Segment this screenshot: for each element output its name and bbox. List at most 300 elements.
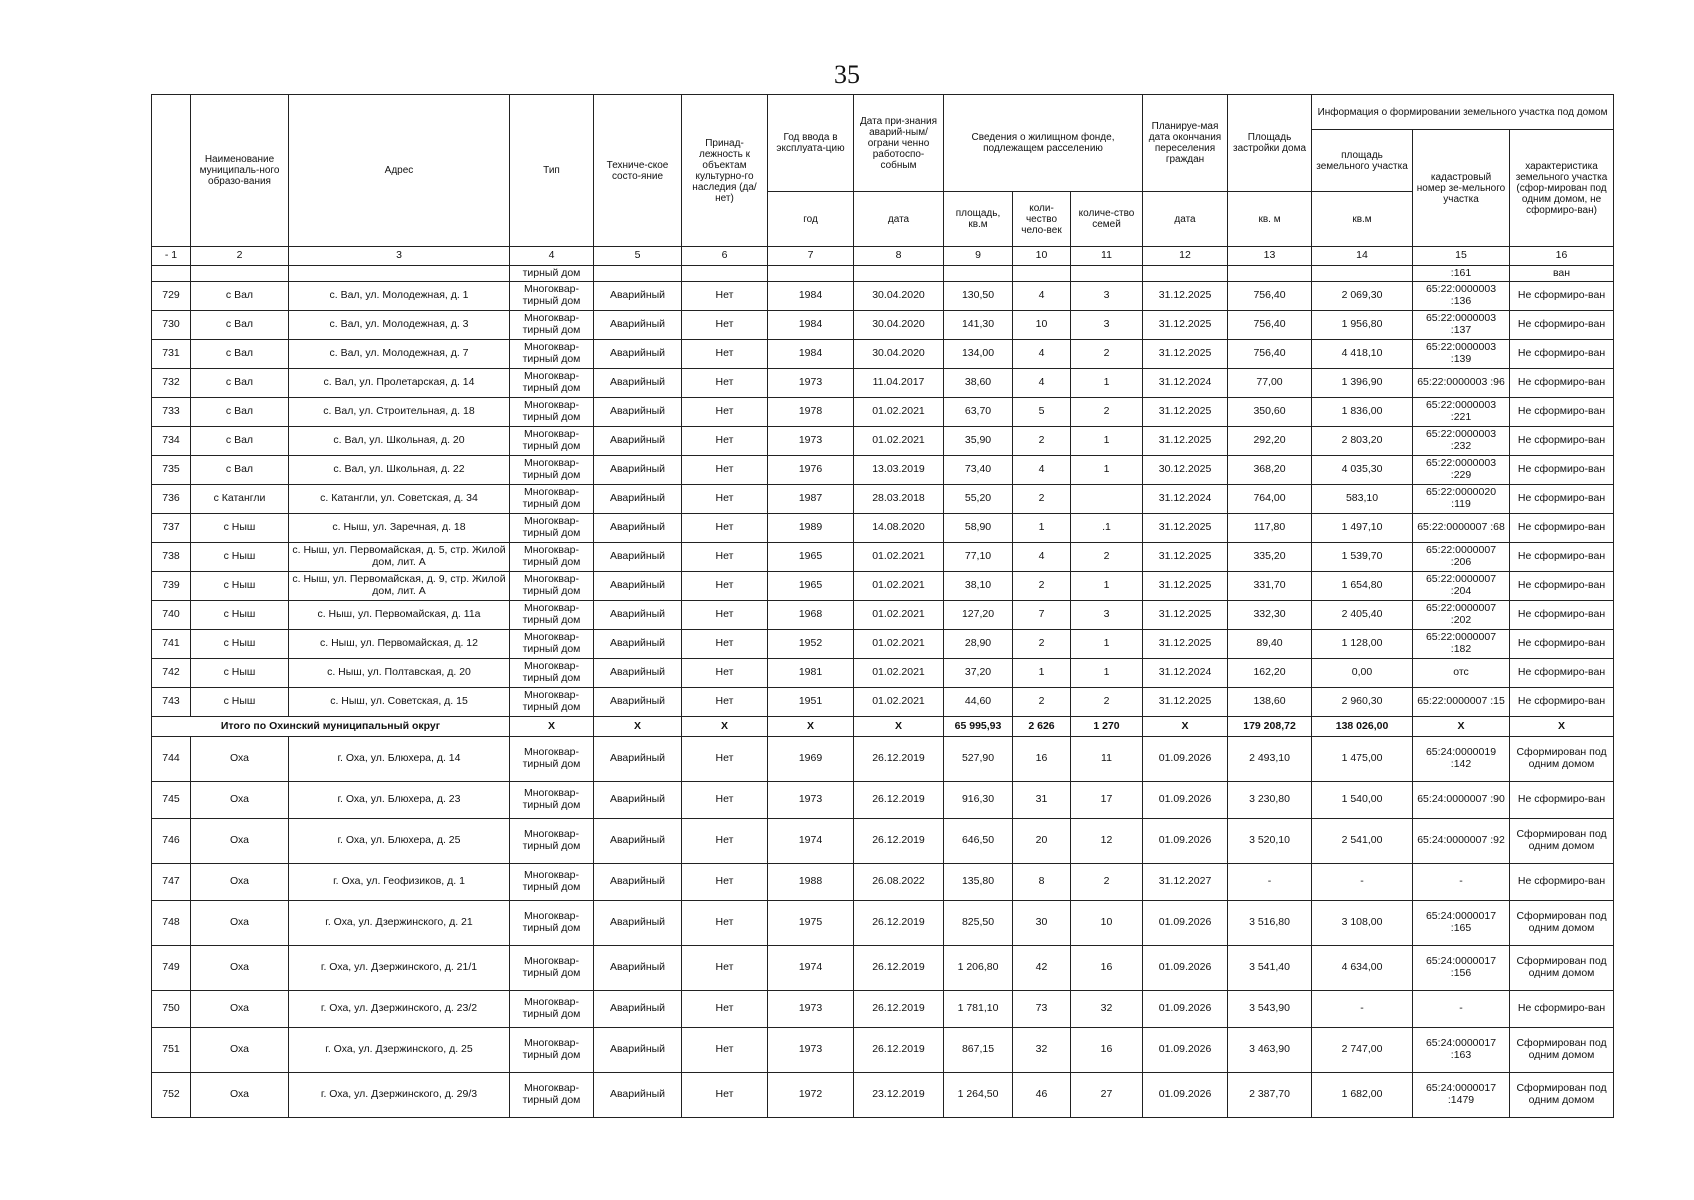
cell-heritage: Нет <box>682 991 768 1028</box>
cell-cadastral-number: 65:22:0000020 :119 <box>1413 485 1510 514</box>
table-row <box>152 688 1614 717</box>
cell-land-status: Не сформиро-ван <box>1510 282 1614 311</box>
cell-land-area: 1 654,80 <box>1312 572 1413 601</box>
cell-families: 3 <box>1071 311 1143 340</box>
cell-plan-date: 31.12.2024 <box>1143 369 1228 398</box>
cell-area: 38,60 <box>944 369 1013 398</box>
cell-row-number: 734 <box>152 427 191 456</box>
cell-heritage: Нет <box>682 311 768 340</box>
cell-plan-date: 31.12.2025 <box>1143 311 1228 340</box>
total-cell-heritage: Х <box>682 717 768 737</box>
table-row <box>152 601 1614 630</box>
cell-building-area: 89,40 <box>1228 630 1312 659</box>
cell-row-number: 732 <box>152 369 191 398</box>
cell-cadastral-number: 65:24:0000007 :90 <box>1413 782 1510 819</box>
cell-tech-state: Аварийный <box>594 572 682 601</box>
total-cell-cadastral-number: Х <box>1413 717 1510 737</box>
cell-heritage: Нет <box>682 688 768 717</box>
cell-year: 1976 <box>768 456 854 485</box>
cell-building-area: 77,00 <box>1228 369 1312 398</box>
cell-heritage: Нет <box>682 630 768 659</box>
cell-area: 916,30 <box>944 782 1013 819</box>
cell-people: 4 <box>1013 282 1071 311</box>
cell-type: Многоквар-тирный дом <box>510 543 594 572</box>
table-row <box>152 737 1614 782</box>
cell-type: Многоквар-тирный дом <box>510 630 594 659</box>
cell-plan-date: 01.09.2026 <box>1143 819 1228 864</box>
cell-building-area: 292,20 <box>1228 427 1312 456</box>
cell-row-number: 731 <box>152 340 191 369</box>
header-cadastral: кадастровый номер зе-мельного участка <box>1413 130 1510 247</box>
cell-land-area <box>1312 266 1413 282</box>
cell-year: 1984 <box>768 340 854 369</box>
cell-year: 1975 <box>768 901 854 946</box>
cell-land-area: 14 <box>1312 247 1413 266</box>
header-plan-date: дата <box>1143 192 1228 247</box>
cell-municipality: 2 <box>191 247 289 266</box>
cell-row-number: 747 <box>152 864 191 901</box>
cell-date: 01.02.2021 <box>854 688 944 717</box>
cell-building-area: 13 <box>1228 247 1312 266</box>
cell-land-area: 2 960,30 <box>1312 688 1413 717</box>
table-header <box>152 95 1614 247</box>
cell-address: с. Катангли, ул. Советская, д. 34 <box>289 485 510 514</box>
cell-families: 1 <box>1071 630 1143 659</box>
total-cell-land-status: Х <box>1510 717 1614 737</box>
cell-land-area: 2 747,00 <box>1312 1028 1413 1073</box>
cell-plan-date: 31.12.2025 <box>1143 601 1228 630</box>
cell-land-status: ван <box>1510 266 1614 282</box>
cell-type: Многоквар-тирный дом <box>510 1028 594 1073</box>
cell-date: 01.02.2021 <box>854 398 944 427</box>
table-row <box>152 782 1614 819</box>
cell-families <box>1071 266 1143 282</box>
header-date: дата <box>854 192 944 247</box>
cell-families: 1 <box>1071 427 1143 456</box>
cell-address: с. Вал, ул. Молодежная, д. 1 <box>289 282 510 311</box>
cell-land-status: Не сформиро-ван <box>1510 688 1614 717</box>
cell-cadastral-number: 65:22:0000007 :68 <box>1413 514 1510 543</box>
cell-municipality: Оха <box>191 901 289 946</box>
cell-land-area: 4 634,00 <box>1312 946 1413 991</box>
cell-people: 73 <box>1013 991 1071 1028</box>
cell-row-number: 738 <box>152 543 191 572</box>
header-families: количе-ство семей <box>1071 192 1143 247</box>
cell-type: Многоквар-тирный дом <box>510 340 594 369</box>
cell-families: 16 <box>1071 1028 1143 1073</box>
cell-row-number: 746 <box>152 819 191 864</box>
cell-type: Многоквар-тирный дом <box>510 311 594 340</box>
cell-plan-date: 31.12.2025 <box>1143 398 1228 427</box>
cell-building-area: 3 230,80 <box>1228 782 1312 819</box>
cell-tech-state: Аварийный <box>594 1028 682 1073</box>
cell-families: 17 <box>1071 782 1143 819</box>
cell-area: 77,10 <box>944 543 1013 572</box>
cell-land-area: 1 539,70 <box>1312 543 1413 572</box>
cell-date: 11.04.2017 <box>854 369 944 398</box>
cell-people: 20 <box>1013 819 1071 864</box>
table-row <box>152 369 1614 398</box>
cell-building-area: 350,60 <box>1228 398 1312 427</box>
cell-date: 01.02.2021 <box>854 659 944 688</box>
cell-people: 42 <box>1013 946 1071 991</box>
total-cell-tech-state: Х <box>594 717 682 737</box>
table-row <box>152 485 1614 514</box>
cell-land-area: 583,10 <box>1312 485 1413 514</box>
table-row <box>152 991 1614 1028</box>
cell-date: 26.12.2019 <box>854 946 944 991</box>
cell-people: 4 <box>1013 543 1071 572</box>
cell-tech-state: Аварийный <box>594 398 682 427</box>
cell-plan-date: 31.12.2025 <box>1143 630 1228 659</box>
cell-address: с. Ныш, ул. Первомайская, д. 11а <box>289 601 510 630</box>
cell-type: Многоквар-тирный дом <box>510 485 594 514</box>
cell-area: 127,20 <box>944 601 1013 630</box>
cell-row-number: 752 <box>152 1073 191 1118</box>
cell-families: 1 <box>1071 572 1143 601</box>
cell-land-area: 1 396,90 <box>1312 369 1413 398</box>
cell-address: г. Оха, ул. Дзержинского, д. 29/3 <box>289 1073 510 1118</box>
cell-land-area: 2 069,30 <box>1312 282 1413 311</box>
cell-tech-state: Аварийный <box>594 456 682 485</box>
cell-municipality: Оха <box>191 782 289 819</box>
cell-address: г. Оха, ул. Дзержинского, д. 25 <box>289 1028 510 1073</box>
cell-address: с. Вал, ул. Строительная, д. 18 <box>289 398 510 427</box>
cell-plan-date: 01.09.2026 <box>1143 946 1228 991</box>
cell-row-number: 735 <box>152 456 191 485</box>
cell-cadastral-number: 65:22:0000003 :136 <box>1413 282 1510 311</box>
header-type: Тип <box>510 95 594 247</box>
total-cell-type: Х <box>510 717 594 737</box>
cell-cadastral-number: 65:24:0000017 :1479 <box>1413 1073 1510 1118</box>
cell-building-area: 3 543,90 <box>1228 991 1312 1028</box>
cell-people: 4 <box>1013 369 1071 398</box>
cell-address <box>289 266 510 282</box>
cell-address: с. Ныш, ул. Первомайская, д. 12 <box>289 630 510 659</box>
cell-people: 8 <box>1013 864 1071 901</box>
cell-area: 28,90 <box>944 630 1013 659</box>
cell-building-area: 162,20 <box>1228 659 1312 688</box>
cell-families: 32 <box>1071 991 1143 1028</box>
cell-year: 1981 <box>768 659 854 688</box>
cell-cadastral-number: 65:24:0000019 :142 <box>1413 737 1510 782</box>
cell-area: 1 264,50 <box>944 1073 1013 1118</box>
cell-heritage: Нет <box>682 543 768 572</box>
cell-families: 1 <box>1071 659 1143 688</box>
cell-land-area: - <box>1312 864 1413 901</box>
cell-cadastral-number: :161 <box>1413 266 1510 282</box>
cell-type: Многоквар-тирный дом <box>510 864 594 901</box>
total-cell-people: 2 626 <box>1013 717 1071 737</box>
cell-year: 1984 <box>768 282 854 311</box>
cell-year: 1974 <box>768 946 854 991</box>
table-row <box>152 340 1614 369</box>
cell-row-number: 730 <box>152 311 191 340</box>
cell-address: г. Оха, ул. Блюхера, д. 23 <box>289 782 510 819</box>
cell-land-area: - <box>1312 991 1413 1028</box>
cell-area: 37,20 <box>944 659 1013 688</box>
cell-year: 1972 <box>768 1073 854 1118</box>
cell-address: с. Ныш, ул. Первомайская, д. 9, стр. Жилой дом, лит. А <box>289 572 510 601</box>
cell-municipality: с Ныш <box>191 659 289 688</box>
total-cell-plan-date: Х <box>1143 717 1228 737</box>
cell-land-area: 1 540,00 <box>1312 782 1413 819</box>
cell-land-status: Сформирован под одним домом <box>1510 819 1614 864</box>
cell-land-status: Не сформиро-ван <box>1510 782 1614 819</box>
cell-date: 01.02.2021 <box>854 427 944 456</box>
cell-area: 130,50 <box>944 282 1013 311</box>
cell-cadastral-number: отс <box>1413 659 1510 688</box>
cell-plan-date: 31.12.2025 <box>1143 340 1228 369</box>
cell-tech-state: Аварийный <box>594 514 682 543</box>
header-year: год <box>768 192 854 247</box>
cell-type: Многоквар-тирный дом <box>510 572 594 601</box>
cell-date: 26.12.2019 <box>854 819 944 864</box>
cell-land-status: Не сформиро-ван <box>1510 369 1614 398</box>
cell-type: Многоквар-тирный дом <box>510 737 594 782</box>
cell-heritage: Нет <box>682 737 768 782</box>
header-people: коли-чество чело-век <box>1013 192 1071 247</box>
cell-land-status: Не сформиро-ван <box>1510 630 1614 659</box>
cell-people: 2 <box>1013 630 1071 659</box>
table-row <box>152 456 1614 485</box>
table-row <box>152 946 1614 991</box>
cell-date: 26.12.2019 <box>854 901 944 946</box>
cell-municipality: Оха <box>191 946 289 991</box>
cell-area: 58,90 <box>944 514 1013 543</box>
cell-plan-date: 31.12.2025 <box>1143 514 1228 543</box>
cell-land-area: 4 418,10 <box>1312 340 1413 369</box>
cell-people: 31 <box>1013 782 1071 819</box>
cell-municipality: Оха <box>191 737 289 782</box>
cell-tech-state: Аварийный <box>594 819 682 864</box>
cell-heritage: Нет <box>682 485 768 514</box>
cell-land-area: 2 803,20 <box>1312 427 1413 456</box>
table-row <box>152 901 1614 946</box>
cell-people <box>1013 266 1071 282</box>
cell-municipality: с Вал <box>191 398 289 427</box>
total-row <box>152 717 1614 737</box>
cell-land-status: Сформирован под одним домом <box>1510 1028 1614 1073</box>
cell-tech-state: Аварийный <box>594 659 682 688</box>
cell-area <box>944 266 1013 282</box>
cell-row-number: 751 <box>152 1028 191 1073</box>
table-row <box>152 543 1614 572</box>
cell-families: 1 <box>1071 456 1143 485</box>
cell-heritage: Нет <box>682 901 768 946</box>
cell-plan-date: 31.12.2024 <box>1143 485 1228 514</box>
header-building-area: Площадь застройки дома <box>1228 95 1312 192</box>
cell-people: 1 <box>1013 514 1071 543</box>
cell-people: 4 <box>1013 456 1071 485</box>
cell-building-area: 331,70 <box>1228 572 1312 601</box>
cell-plan-date: 12 <box>1143 247 1228 266</box>
table-row <box>152 398 1614 427</box>
cell-heritage: Нет <box>682 946 768 991</box>
cell-tech-state: Аварийный <box>594 282 682 311</box>
cell-area: 38,10 <box>944 572 1013 601</box>
cell-year: 1988 <box>768 864 854 901</box>
cell-address: с. Ныш, ул. Первомайская, д. 5, стр. Жилой дом, лит. А <box>289 543 510 572</box>
cell-type: Многоквар-тирный дом <box>510 659 594 688</box>
cell-tech-state: Аварийный <box>594 543 682 572</box>
cell-tech-state <box>594 266 682 282</box>
cell-heritage: Нет <box>682 398 768 427</box>
cell-land-status: Не сформиро-ван <box>1510 340 1614 369</box>
cell-land-area: 3 108,00 <box>1312 901 1413 946</box>
cell-date: 26.12.2019 <box>854 991 944 1028</box>
cell-cadastral-number: 65:22:0000003 :139 <box>1413 340 1510 369</box>
cell-plan-date: 01.09.2026 <box>1143 1028 1228 1073</box>
cell-cadastral-number: 65:22:0000007 :202 <box>1413 601 1510 630</box>
cell-type: Многоквар-тирный дом <box>510 991 594 1028</box>
cell-people: 1 <box>1013 659 1071 688</box>
cell-cadastral-number: 65:24:0000017 :163 <box>1413 1028 1510 1073</box>
cell-year: 1984 <box>768 311 854 340</box>
cell-municipality: с Ныш <box>191 630 289 659</box>
table-body <box>152 247 1614 1118</box>
cell-plan-date: 01.09.2026 <box>1143 737 1228 782</box>
cell-families: 2 <box>1071 864 1143 901</box>
cell-land-status: Не сформиро-ван <box>1510 572 1614 601</box>
cell-year: 1974 <box>768 819 854 864</box>
cell-land-status: Не сформиро-ван <box>1510 398 1614 427</box>
cell-land-status: Не сформиро-ван <box>1510 311 1614 340</box>
cell-land-status: Не сформиро-ван <box>1510 456 1614 485</box>
cell-date: 26.12.2019 <box>854 782 944 819</box>
cell-people: 5 <box>1013 398 1071 427</box>
cell-area: 44,60 <box>944 688 1013 717</box>
cell-area: 55,20 <box>944 485 1013 514</box>
cell-land-status: Сформирован под одним домом <box>1510 737 1614 782</box>
cell-date: 30.04.2020 <box>854 282 944 311</box>
table-row <box>152 282 1614 311</box>
cell-row-number: 729 <box>152 282 191 311</box>
cell-plan-date: 31.12.2025 <box>1143 688 1228 717</box>
cell-tech-state: Аварийный <box>594 864 682 901</box>
cell-building-area: 368,20 <box>1228 456 1312 485</box>
cell-families: 2 <box>1071 398 1143 427</box>
cell-date: 30.04.2020 <box>854 340 944 369</box>
cell-heritage: Нет <box>682 1028 768 1073</box>
cell-people: 2 <box>1013 427 1071 456</box>
cell-cadastral-number: 65:22:0000007 :206 <box>1413 543 1510 572</box>
cell-tech-state: Аварийный <box>594 737 682 782</box>
cell-plan-date: 30.12.2025 <box>1143 456 1228 485</box>
header-area-sqm: площадь, кв.м <box>944 192 1013 247</box>
cell-people: 32 <box>1013 1028 1071 1073</box>
cell-land-area: 1 128,00 <box>1312 630 1413 659</box>
cell-building-area: 3 520,10 <box>1228 819 1312 864</box>
cell-building-area: 756,40 <box>1228 282 1312 311</box>
cell-land-status: Не сформиро-ван <box>1510 514 1614 543</box>
cell-row-number: 736 <box>152 485 191 514</box>
cell-cadastral-number: - <box>1413 864 1510 901</box>
cell-people: 30 <box>1013 901 1071 946</box>
table-row <box>152 1073 1614 1118</box>
cell-people: 2 <box>1013 572 1071 601</box>
cell-type: Многоквар-тирный дом <box>510 369 594 398</box>
cell-cadastral-number: 65:22:0000003 :221 <box>1413 398 1510 427</box>
cell-land-area: 0,00 <box>1312 659 1413 688</box>
cell-address: г. Оха, ул. Дзержинского, д. 21 <box>289 901 510 946</box>
cell-building-area: 3 463,90 <box>1228 1028 1312 1073</box>
cell-municipality: Оха <box>191 991 289 1028</box>
carry-over-row <box>152 266 1614 282</box>
cell-tech-state: Аварийный <box>594 311 682 340</box>
cell-year: 1978 <box>768 398 854 427</box>
cell-tech-state: Аварийный <box>594 369 682 398</box>
header-land-char: характеристика земельного участка (сфор-мирован под одним домом, не сформиро-ван) <box>1510 130 1614 247</box>
cell-building-area <box>1228 266 1312 282</box>
cell-date: 01.02.2021 <box>854 630 944 659</box>
cell-plan-date: 01.09.2026 <box>1143 1073 1228 1118</box>
cell-tech-state: Аварийный <box>594 991 682 1028</box>
cell-year: 1973 <box>768 427 854 456</box>
cell-type: Многоквар-тирный дом <box>510 514 594 543</box>
table-row <box>152 864 1614 901</box>
cell-building-area: 3 516,80 <box>1228 901 1312 946</box>
cell-type: Многоквар-тирный дом <box>510 456 594 485</box>
cell-address: с. Вал, ул. Молодежная, д. 3 <box>289 311 510 340</box>
total-label: Итого по Охинский муниципальный округ <box>152 717 510 737</box>
cell-building-area: 2 387,70 <box>1228 1073 1312 1118</box>
cell-area: 1 206,80 <box>944 946 1013 991</box>
cell-municipality: с Ныш <box>191 514 289 543</box>
cell-type: Многоквар-тирный дом <box>510 282 594 311</box>
cell-land-area: 1 497,10 <box>1312 514 1413 543</box>
cell-municipality: с Ныш <box>191 543 289 572</box>
cell-families: 3 <box>1071 282 1143 311</box>
cell-area: 35,90 <box>944 427 1013 456</box>
total-cell-year: Х <box>768 717 854 737</box>
cell-municipality: с Вал <box>191 311 289 340</box>
cell-date: 13.03.2019 <box>854 456 944 485</box>
cell-people: 2 <box>1013 688 1071 717</box>
cell-row-number: 750 <box>152 991 191 1028</box>
cell-people: 2 <box>1013 485 1071 514</box>
cell-land-status: Не сформиро-ван <box>1510 864 1614 901</box>
cell-tech-state: Аварийный <box>594 485 682 514</box>
cell-type: Многоквар-тирный дом <box>510 601 594 630</box>
cell-row-number: 737 <box>152 514 191 543</box>
cell-heritage: Нет <box>682 282 768 311</box>
cell-municipality: с Вал <box>191 456 289 485</box>
table-row <box>152 311 1614 340</box>
cell-year: 1969 <box>768 737 854 782</box>
cell-type: 4 <box>510 247 594 266</box>
cell-cadastral-number: 65:22:0000003 :137 <box>1413 311 1510 340</box>
cell-building-area: 138,60 <box>1228 688 1312 717</box>
cell-year: 1965 <box>768 572 854 601</box>
cell-people: 16 <box>1013 737 1071 782</box>
table-row <box>152 819 1614 864</box>
cell-land-status: Сформирован под одним домом <box>1510 901 1614 946</box>
cell-building-area: - <box>1228 864 1312 901</box>
cell-municipality: с Ныш <box>191 601 289 630</box>
cell-municipality <box>191 266 289 282</box>
cell-families: 11 <box>1071 737 1143 782</box>
cell-plan-date: 31.12.2027 <box>1143 864 1228 901</box>
cell-area: 134,00 <box>944 340 1013 369</box>
cell-area: 825,50 <box>944 901 1013 946</box>
cell-land-status: Не сформиро-ван <box>1510 991 1614 1028</box>
cell-municipality: Оха <box>191 1028 289 1073</box>
cell-area: 1 781,10 <box>944 991 1013 1028</box>
cell-type: Многоквар-тирный дом <box>510 688 594 717</box>
table-row <box>152 1028 1614 1073</box>
cell-families: 16 <box>1071 946 1143 991</box>
